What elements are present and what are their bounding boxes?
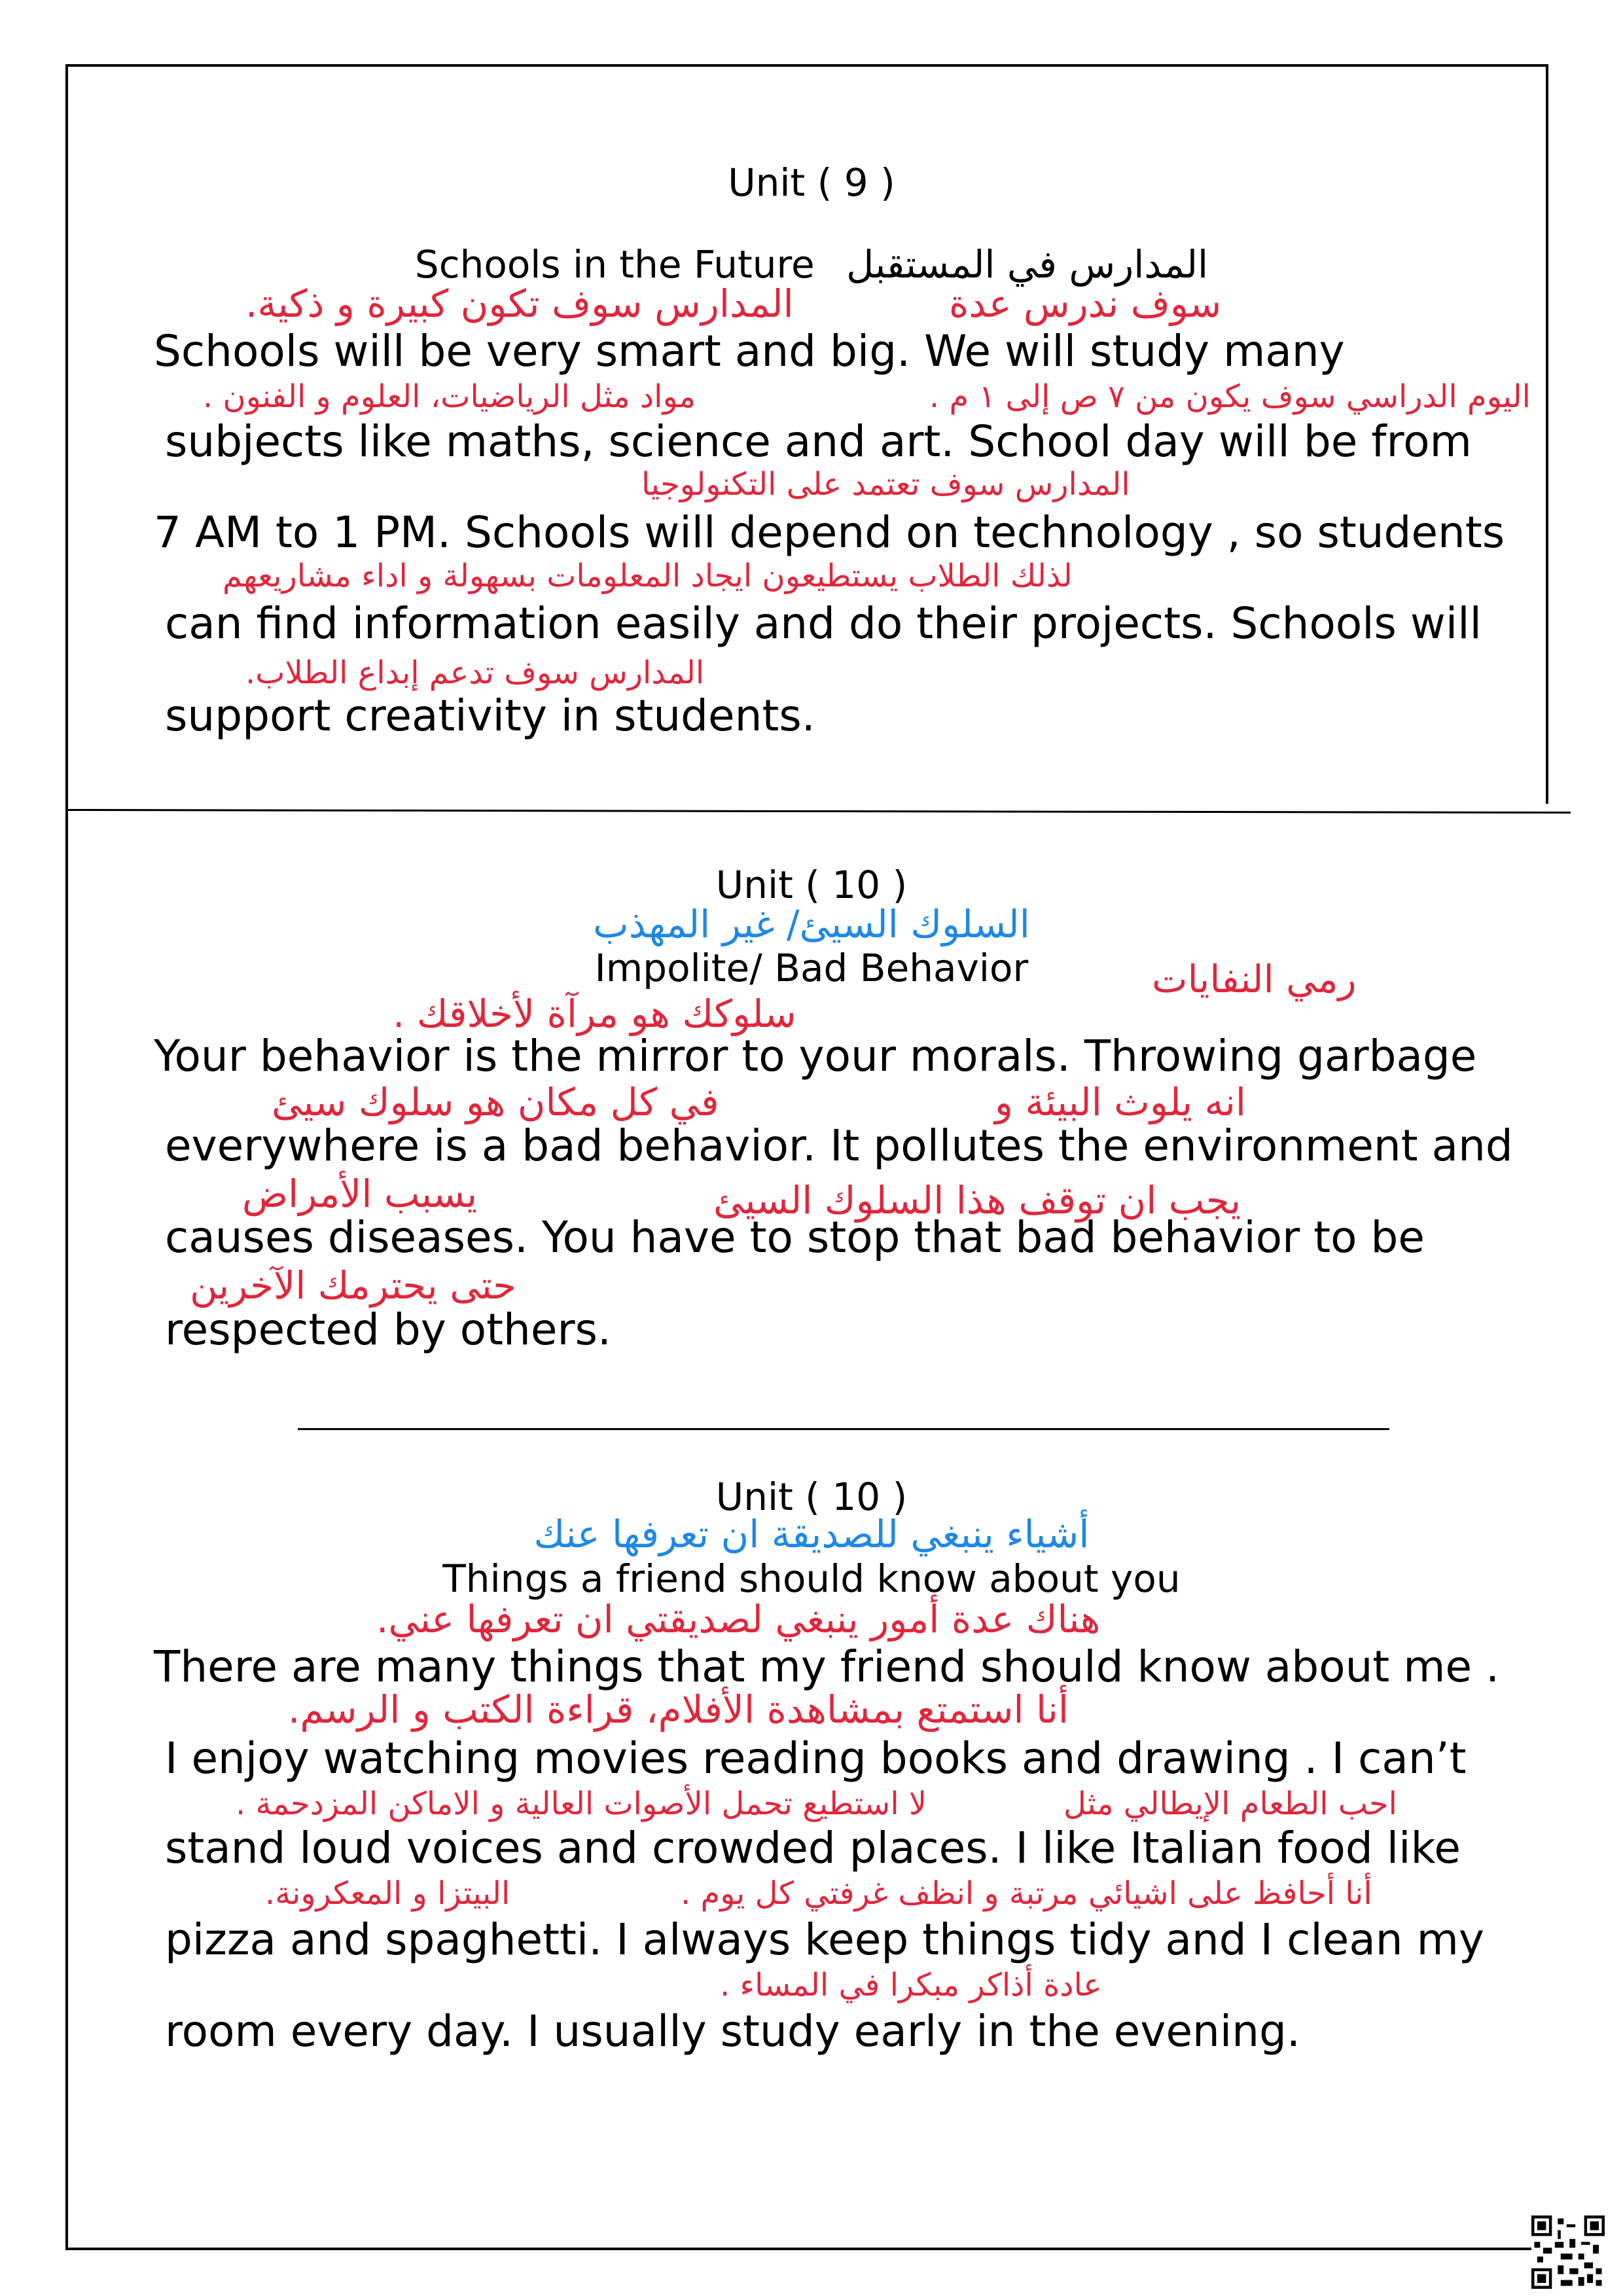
qr-code-icon (1531, 2215, 1605, 2289)
translation: يسبب الأمراض (242, 1172, 478, 1216)
translation: في كل مكان هو سلوك سيئ (272, 1080, 719, 1124)
unit-10b-title-ar: أشياء ينبغي للصديقة ان تعرفها عنك (533, 1512, 1090, 1556)
translation: المدارس سوف تكون كبيرة و ذكية. (245, 281, 794, 326)
paragraph-line: stand loud voices and crowded places. I like Italian food like (165, 1823, 1461, 1873)
unit-9-title-ar: المدارس في المستقبل (846, 242, 1209, 287)
paragraph-line: I enjoy watching movies reading books and drawing . I can’t (165, 1733, 1467, 1784)
translation: أنا استمتع بمشاهدة الأفلام، قراءة الكتب و الرسم. (288, 1687, 1069, 1732)
paragraph-line: everywhere is a bad behavior. It pollutes the environment and (165, 1121, 1513, 1171)
translation: عادة أذاكر مبكرا في المساء . (720, 1967, 1102, 2003)
translation: لذلك الطلاب يستطيعون ايجاد المعلومات بسهولة و اداء مشاريعهم (223, 558, 1073, 594)
page-frame-left (65, 64, 68, 2250)
unit-9-title (0, 242, 1623, 287)
unit-10b-title-en: Things a friend should know about you (442, 1556, 1181, 1601)
page-frame-bottom (65, 2248, 1547, 2250)
paragraph-line: support creativity in students. (165, 691, 815, 741)
translation: انه يلوث البيئة و (995, 1080, 1246, 1124)
translation: مواد مثل الرياضيات، العلوم و الفنون . (203, 378, 696, 415)
paragraph-line: subjects like maths, science and art. School day will be from (165, 416, 1472, 467)
translation: سوف ندرس عدة (949, 281, 1222, 326)
translation: أنا أحافظ على اشيائي مرتبة و انظف غرفتي كل يوم . (681, 1875, 1372, 1912)
paragraph-line: Your behavior is the mirror to your morals. Throwing garbage (154, 1031, 1477, 1081)
unit-10a-title-ar: السلوك السيئ/ غير المهذب (593, 902, 1030, 946)
translation: يجب ان توقف هذا السلوك السيئ (713, 1178, 1241, 1223)
translation: اليوم الدراسي سوف يكون من ٧ ص إلى ١ م . (929, 378, 1531, 415)
translation: البيتزا و المعكرونة. (265, 1875, 510, 1912)
translation: المدارس سوف تعتمد على التكنولوجيا (641, 466, 1130, 503)
page-frame-top (65, 64, 1547, 67)
unit-9-label: Unit ( 9 ) (728, 160, 895, 205)
paragraph-line: Schools will be very smart and big. We will study many (154, 326, 1345, 376)
paragraph-line: respected by others. (165, 1304, 611, 1355)
paragraph-line: There are many things that my friend should know about me . (154, 1641, 1500, 1692)
unit-10-label: Unit ( 10 ) (715, 1475, 908, 1519)
paragraph-line: 7 AM to 1 PM. Schools will depend on technology , so students (154, 507, 1505, 558)
translation: المدارس سوف تدعم إبداع الطلاب. (245, 655, 705, 691)
translation: حتى يحترمك الآخرين (190, 1263, 516, 1308)
unit-10a-title-en: Impolite/ Bad Behavior (594, 946, 1029, 990)
section-divider (65, 809, 1571, 814)
paragraph-line: can find information easily and do their projects. Schools will (165, 598, 1482, 649)
paragraph-line: room every day. I usually study early in the evening. (165, 2006, 1300, 2056)
section-divider (298, 1428, 1389, 1430)
unit-10-label: Unit ( 10 ) (715, 863, 908, 907)
translation: هناك عدة أمور ينبغي لصديقتي ان تعرفها عني. (376, 1597, 1101, 1641)
translation: رمي النفايات (1152, 957, 1357, 1001)
translation: لا استطيع تحمل الأصوات العالية و الاماكن المزدحمة . (236, 1785, 927, 1822)
paragraph-line: causes diseases. You have to stop that bad behavior to be (165, 1212, 1425, 1263)
unit-9-title-en: Schools in the Future (414, 242, 815, 287)
paragraph-line: pizza and spaghetti. I always keep things tidy and I clean my (165, 1914, 1484, 1965)
translation: احب الطعام الإيطالي مثل (1063, 1785, 1397, 1822)
translation: سلوكك هو مرآة لأخلاقك . (393, 992, 796, 1036)
